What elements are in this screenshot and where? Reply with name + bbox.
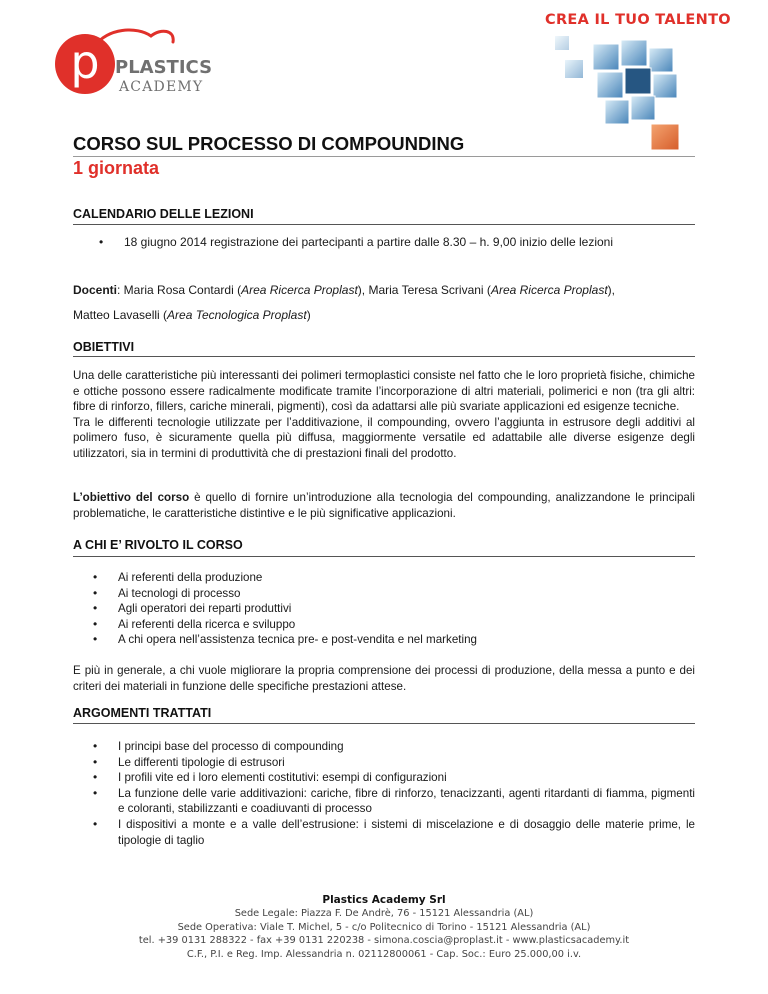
list-item: • Ai referenti della ricerca e sviluppo bbox=[93, 617, 693, 633]
section-divider bbox=[73, 556, 695, 557]
list-item: • Ai tecnologi di processo bbox=[93, 586, 693, 602]
footer-line: C.F., P.I. e Reg. Imp. Alessandria n. 02112800061 - Cap. Soc.: Euro 25.000,00 i.v. bbox=[186, 948, 582, 960]
docenti-text: Matteo Lavaselli ( bbox=[73, 308, 168, 322]
list-item: • La funzione delle varie additivazioni: cariche, fibre di rinforzo, tenacizzanti, agenti ritardanti di fiamma, pigmenti e coloranti, stabilizzanti e coadiuvanti di processo bbox=[93, 786, 695, 817]
list-item: • I principi base del processo di compounding bbox=[93, 739, 695, 755]
footer-line: Sede Legale: Piazza F. De Andrè, 76 - 15121 Alessandria (AL) bbox=[234, 908, 534, 919]
title-divider bbox=[73, 156, 695, 157]
footer bbox=[0, 893, 768, 961]
paragraph-text: Tra le differenti tecnologie utilizzate per l’additivazione, il compounding, ovvero l’aggiunta in estrusore degli additivi al polimero fuso, è sicuramente quella più diffusa, maggiormente versatile ed adattabile alle diverse esigenze degli utilizzatori, sia in termini di produttività che di prestazioni finali del prodotto. bbox=[73, 415, 695, 460]
docenti-affiliation: Area Ricerca Proplast bbox=[241, 283, 358, 297]
course-duration: 1 giornata bbox=[73, 158, 160, 178]
docenti-line-1 bbox=[73, 283, 615, 297]
docenti-text: ), bbox=[607, 283, 615, 297]
paragraph-text: Una delle caratteristiche più interessanti dei polimeri termoplastici consiste nel fatto che le loro proprietà fisiche, chimiche e ottiche possono essere radicalmente modificate tramite l’incorporazione di altri materiali, polimerici e non (tra gli altri: fibre di rinforzo, fillers, cariche minerali, pigmenti), così da adattarsi alle più svariate applicazioni ed esigenze tecniche. bbox=[73, 369, 695, 414]
argomenti-list bbox=[93, 739, 695, 848]
list-item: • Ai referenti della produzione bbox=[93, 570, 693, 586]
list-item: • 18 giugno 2014 registrazione dei partecipanti a partire dalle 8.30 – h. 9,00 inizio delle lezioni bbox=[99, 235, 699, 251]
svg-text:ACADEMY: ACADEMY bbox=[119, 79, 204, 95]
docenti-affiliation: Area Ricerca Proplast bbox=[490, 283, 608, 297]
docenti-affiliation: Area Tecnologica Proplast bbox=[167, 308, 307, 322]
list-item: • Agli operatori dei reparti produttivi bbox=[93, 601, 693, 617]
docenti-text: : Maria Rosa Contardi ( bbox=[117, 283, 242, 297]
svg-text:p: p bbox=[70, 35, 100, 89]
section-divider bbox=[73, 224, 695, 225]
section-heading-obiettivi: OBIETTIVI bbox=[73, 340, 135, 354]
docenti-line-2 bbox=[73, 308, 311, 322]
list-item: • A chi opera nell’assistenza tecnica pre- e post-vendita e nel marketing bbox=[93, 632, 693, 648]
destinatari-list bbox=[93, 570, 693, 648]
section-divider bbox=[73, 356, 695, 357]
section-heading-destinatari: A CHI E’ RIVOLTO IL CORSO bbox=[73, 538, 243, 552]
cubes-illustration bbox=[535, 30, 705, 160]
paragraph-text: è quello di fornire un’introduzione alla tecnologia del compounding, analizzandone le principali problematiche, le caratteristiche distintive e le più significative applicazioni. bbox=[73, 491, 695, 520]
page-title: CORSO SUL PROCESSO DI COMPOUNDING bbox=[73, 133, 465, 154]
destinatari-note: E più in generale, a chi vuole migliorare la propria comprensione dei processi di produzione, della messa a punto e dei criteri dei materiali in funzione delle specifiche prestazioni attese. bbox=[73, 664, 695, 693]
footer-company: Plastics Academy Srl bbox=[322, 894, 446, 906]
svg-text:PLASTICS: PLASTICS bbox=[115, 57, 213, 78]
section-heading-argomenti: ARGOMENTI TRATTATI bbox=[73, 706, 212, 720]
section-heading-calendario: CALENDARIO DELLE LEZIONI bbox=[73, 207, 254, 221]
obiettivi-paragraph-1 bbox=[73, 368, 695, 462]
calendario-list bbox=[99, 235, 699, 251]
section-divider bbox=[73, 723, 695, 724]
docenti-text: ), Maria Teresa Scrivani ( bbox=[357, 283, 491, 297]
tagline: CREA IL TUO TALENTO bbox=[545, 12, 731, 28]
list-item: • I profili vite ed i loro elementi costitutivi: esempi di configurazioni bbox=[93, 770, 695, 786]
list-item: • Le differenti tipologie di estrusori bbox=[93, 755, 695, 771]
footer-line: Sede Operativa: Viale T. Michel, 5 - c/o Politecnico di Torino - 15121 Alessandria (AL) bbox=[177, 921, 591, 933]
docenti-text: ) bbox=[306, 308, 311, 322]
obiettivi-paragraph-2 bbox=[73, 490, 695, 521]
docenti-label: Docenti bbox=[73, 283, 118, 297]
list-item: • I dispositivi a monte e a valle dell’estrusione: i sistemi di miscelazione e di dosaggio delle materie prime, le tipologie di taglio bbox=[93, 817, 695, 848]
obiettivo-label: L’obiettivo del corso bbox=[73, 491, 190, 504]
footer-line: tel. +39 0131 288322 - fax +39 0131 220238 - simona.coscia@proplast.it - www.plasticsacademy.it bbox=[138, 935, 630, 947]
plastics-academy-logo bbox=[55, 24, 255, 104]
